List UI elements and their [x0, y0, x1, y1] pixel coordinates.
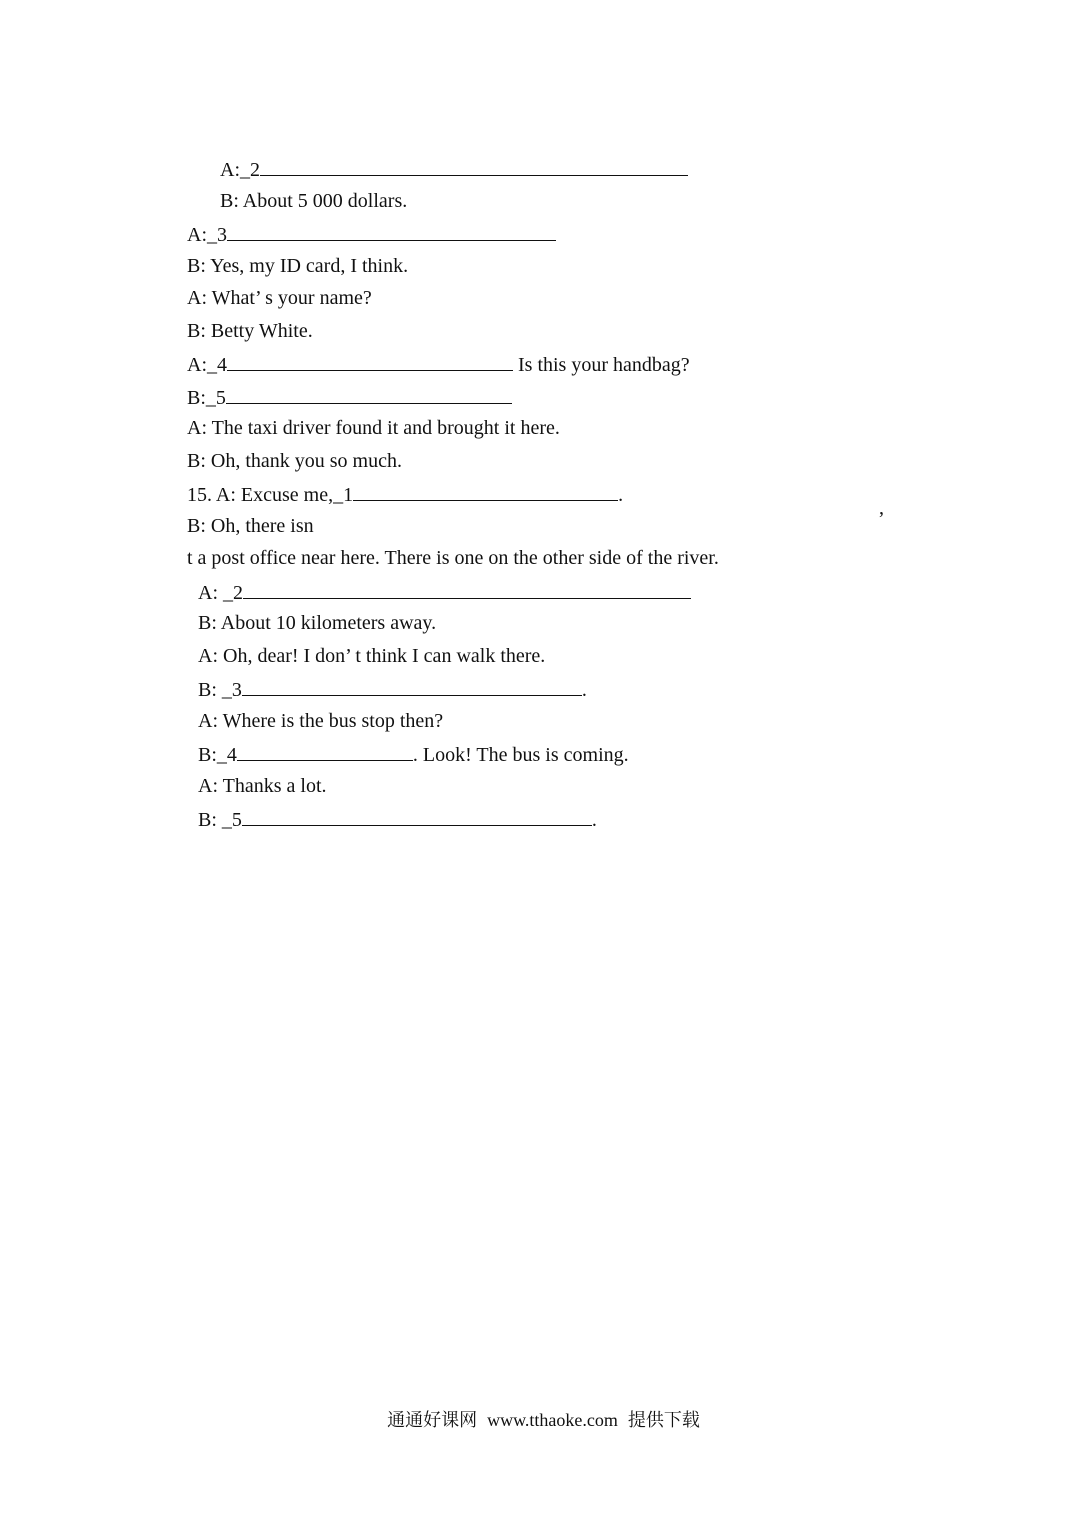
- dialogue-line: [198, 578, 691, 606]
- answer-blank[interactable]: [242, 805, 592, 826]
- dialogue-text: .: [581, 679, 587, 701]
- dialogue-line: A: Where is the bus stop then?: [198, 710, 444, 732]
- answer-blank[interactable]: [227, 350, 513, 371]
- dialogue-line: [220, 155, 688, 183]
- dialogue-text: 15. A: Excuse me,_1: [187, 484, 354, 506]
- dialogue-line: t a post office near here. There is one on the other side of the river.: [187, 547, 719, 569]
- dialogue-text: B: _3: [198, 679, 242, 701]
- dialogue-text: A:_2: [220, 159, 260, 181]
- dialogue-line: [198, 675, 587, 703]
- dialogue-text: B:_5: [187, 387, 226, 409]
- dialogue-line: B: Oh, thank you so much.: [187, 450, 402, 472]
- dialogue-text: A:_3: [187, 224, 227, 246]
- footer-suffix: 提供下载: [627, 1410, 700, 1431]
- dialogue-line: A: Thanks a lot.: [198, 775, 327, 797]
- answer-blank[interactable]: [226, 383, 512, 404]
- dialogue-line: B: About 10 kilometers away.: [198, 612, 437, 634]
- footer-url[interactable]: www.tthaoke.com: [487, 1410, 618, 1430]
- dialogue-text: Is this your handbag?: [513, 354, 690, 376]
- dialogue-line: [198, 805, 597, 833]
- dialogue-text: A:_4: [187, 354, 227, 376]
- dialogue-line: B: About 5 000 dollars.: [220, 190, 408, 212]
- dialogue-line: A: The taxi driver found it and brought it here.: [187, 417, 560, 439]
- page-footer: [0, 1408, 1087, 1433]
- dialogue-text: .: [591, 809, 597, 831]
- dialogue-text: B:_4: [198, 744, 237, 766]
- dialogue-text: . Look! The bus is coming.: [412, 744, 629, 766]
- dialogue-text: A: _2: [198, 582, 243, 604]
- answer-blank[interactable]: [237, 740, 413, 761]
- dialogue-line: B: Betty White.: [187, 320, 313, 342]
- dialogue-text: B: _5: [198, 809, 242, 831]
- dialogue-line: A: What’ s your name?: [187, 287, 372, 309]
- answer-blank[interactable]: [353, 480, 618, 501]
- question-15-line: [187, 480, 623, 508]
- footer-site-name: 通通好课网: [387, 1410, 478, 1431]
- dialogue-line: [187, 220, 556, 248]
- dialogue-line: B: Yes, my ID card, I think.: [187, 255, 409, 277]
- dialogue-line: [187, 383, 512, 411]
- dialogue-text: .: [618, 484, 624, 506]
- answer-blank[interactable]: [243, 578, 691, 599]
- dialogue-line: [198, 740, 629, 768]
- dialogue-line: A: Oh, dear! I don’ t think I can walk there.: [198, 645, 546, 667]
- stray-apostrophe: ’: [878, 508, 885, 530]
- answer-blank[interactable]: [227, 220, 556, 241]
- answer-blank[interactable]: [242, 675, 582, 696]
- dialogue-line: [187, 350, 690, 378]
- answer-blank[interactable]: [260, 155, 688, 176]
- dialogue-line: B: Oh, there isn: [187, 515, 314, 537]
